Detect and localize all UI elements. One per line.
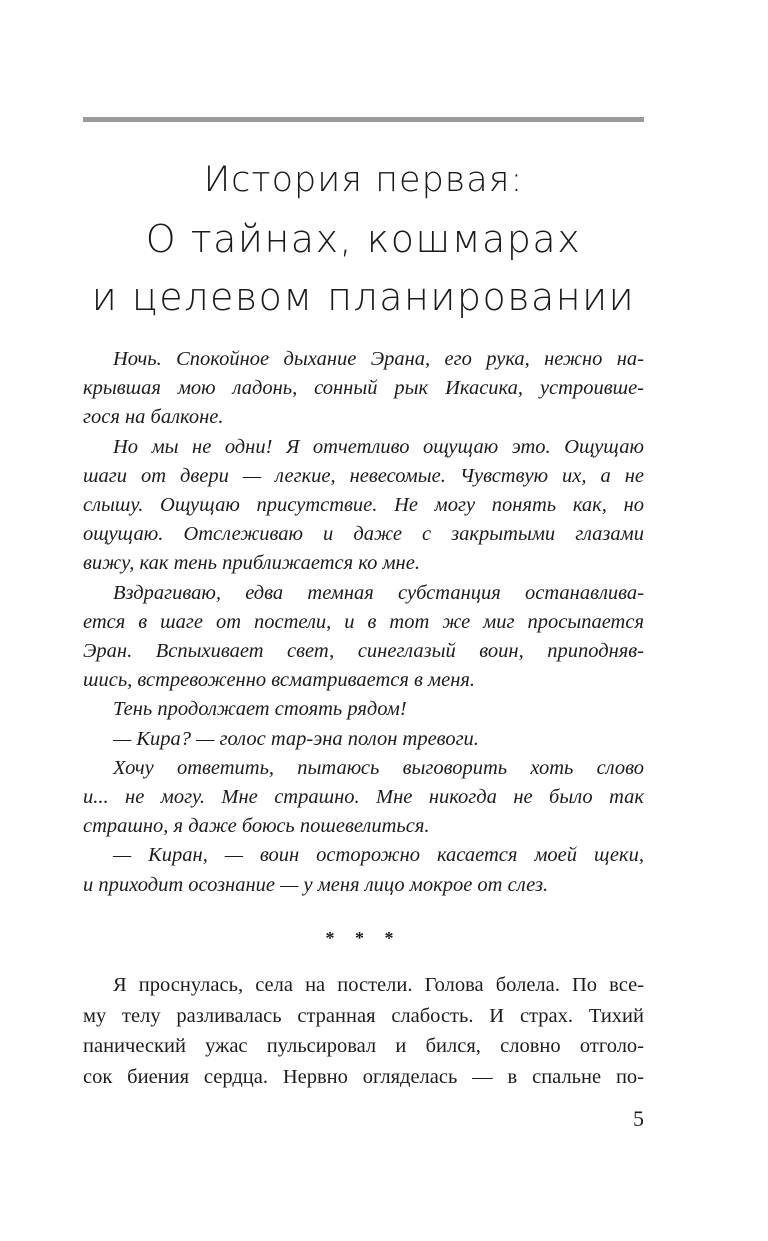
prologue-paragraph (83, 695, 644, 724)
chapter-title-line-2: О тайнах, кошмарах (145, 217, 582, 261)
body-paragraph (83, 970, 644, 1092)
text-line: и... не могу. Мне страшно. Мне никогда не было так (83, 786, 644, 809)
text-line: крывшая мою ладонь, сонный рык Икасика, устроивше- (83, 377, 644, 400)
italic-prologue (83, 345, 644, 900)
text-line: панический ужас пульсировал и бился, словно отголо- (83, 1035, 644, 1057)
chapter-title-line-1: История первая: (203, 160, 524, 200)
prologue-paragraph (83, 579, 644, 696)
prologue-paragraph (83, 433, 644, 579)
body-text (83, 970, 644, 1092)
chapter-title-line-3: и целевом планировании (91, 275, 636, 319)
page-number: 5 (633, 1106, 644, 1131)
text-line: Хочу ответить, пытаюсь выговорить хоть слово (113, 756, 644, 779)
text-line: Тень продолжает стоять рядом! (113, 698, 407, 721)
text-line: му телу разливалась странная слабость. И страх. Тихий (83, 1004, 644, 1027)
text-line: шись, встревоженно всматривается в меня. (83, 669, 476, 692)
text-line: — Кира? — голос тар-эна полон тревоги. (113, 727, 479, 750)
text-line: Я проснулась, села на постели. Голова болела. По все- (113, 974, 644, 996)
chapter-heading (83, 150, 644, 326)
text-line: слышу. Ощущаю присутствие. Не могу понять как, но (83, 494, 644, 517)
prologue-paragraph (83, 841, 644, 899)
text-line: ется в шаге от постели, и в тот же миг просыпается (83, 610, 644, 633)
text-line: — Киран, — воин осторожно касается моей щеки, (113, 844, 644, 867)
text-line: Эран. Вспыхивает свет, синеглазый воин, приподняв- (83, 640, 644, 663)
text-line: вижу, как тень приближается ко мне. (83, 552, 420, 575)
prologue-paragraph (83, 345, 644, 433)
text-line: Вздрагиваю, едва темная субстанция останавлива- (113, 581, 644, 604)
text-line: шаги от двери — легкие, невесомые. Чувствую их, а не (83, 464, 644, 487)
text-line: страшно, я даже боюсь пошевелиться. (83, 815, 430, 838)
text-line: и приходит осознание — у меня лицо мокрое от слез. (83, 873, 549, 896)
text-line: ощущаю. Отслеживаю и даже с закрытыми глазами (83, 523, 644, 546)
prologue-paragraph (83, 754, 644, 842)
section-separator: * * * (325, 928, 402, 948)
text-line: Но мы не одни! Я отчетливо ощущаю это. Ощущаю (113, 435, 644, 458)
text-line: гося на балконе. (83, 406, 224, 429)
text-line: сок биения сердца. Нервно огляделась — в спальне по- (83, 1065, 644, 1088)
text-line: Ночь. Спокойное дыхание Эрана, его рука, нежно на- (113, 348, 644, 370)
top-rule (83, 117, 644, 122)
prologue-paragraph (83, 725, 644, 754)
